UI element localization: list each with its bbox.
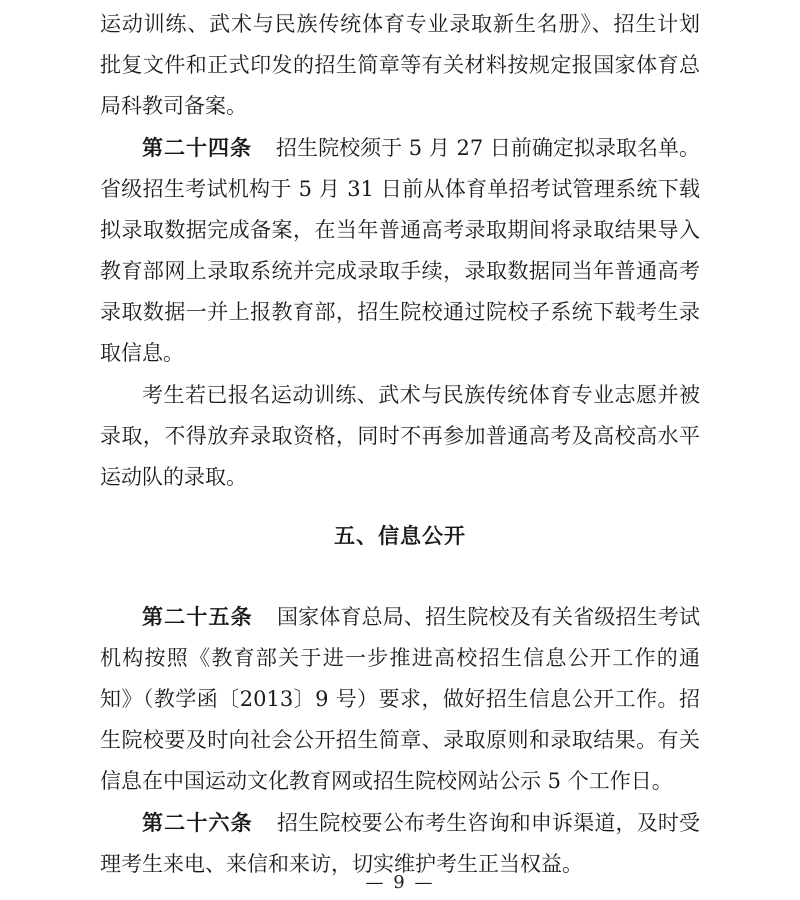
text-line: 局科教司备案。 bbox=[100, 94, 247, 118]
text-line: 拟录取数据完成备案，在当年普通高考录取期间将录取结果导入 bbox=[100, 218, 700, 242]
article-25-title: 第二十五条 bbox=[142, 605, 253, 629]
article-24-first-line bbox=[142, 128, 700, 168]
article-24-text: 招生院校须于 5 月 27 日前确定拟录取名单。 bbox=[276, 136, 700, 160]
text-line: 录取数据一并上报教育部，招生院校通过院校子系统下载考生录 bbox=[100, 300, 700, 324]
text-line: 录取，不得放弃录取资格，同时不再参加普通高考及高校高水平 bbox=[100, 424, 700, 448]
text-line: 机构按照《教育部关于进一步推进高校招生信息公开工作的通 bbox=[100, 646, 700, 670]
section-title: 五、信息公开 bbox=[334, 524, 466, 548]
article-25-first-line bbox=[142, 597, 700, 637]
article-26-first-line bbox=[142, 803, 700, 843]
text-line: 生院校要及时向社会公开招生简章、录取原则和录取结果。有关 bbox=[100, 728, 700, 752]
text-line: 知》（教学函〔2013〕9 号）要求，做好招生信息公开工作。招 bbox=[100, 687, 700, 711]
text-line: 考生若已报名运动训练、武术与民族传统体育专业志愿并被 bbox=[142, 383, 700, 407]
article-25-text: 国家体育总局、招生院校及有关省级招生考试 bbox=[276, 605, 700, 629]
text-line: 运动队的录取。 bbox=[100, 465, 247, 489]
page-number: — 9 — bbox=[365, 872, 435, 893]
text-line: 省级招生考试机构于 5 月 31 日前从体育单招考试管理系统下载 bbox=[100, 177, 700, 201]
text-line: 信息在中国运动文化教育网或招生院校网站公示 5 个工作日。 bbox=[100, 769, 673, 793]
article-24-title: 第二十四条 bbox=[142, 136, 253, 160]
text-line: 运动训练、武术与民族传统体育专业录取新生名册》、招生计划 bbox=[100, 12, 700, 36]
text-line: 取信息。 bbox=[100, 341, 184, 365]
text-line: 批复文件和正式印发的招生简章等有关材料按规定报国家体育总 bbox=[100, 53, 700, 77]
text-line: 教育部网上录取系统并完成录取手续，录取数据同当年普通高考 bbox=[100, 259, 700, 283]
text-line: 理考生来电、来信和来访，切实维护考生正当权益。 bbox=[100, 852, 583, 876]
article-26-text: 招生院校要公布考生咨询和申诉渠道，及时受 bbox=[276, 811, 700, 835]
article-26-title: 第二十六条 bbox=[142, 811, 253, 835]
